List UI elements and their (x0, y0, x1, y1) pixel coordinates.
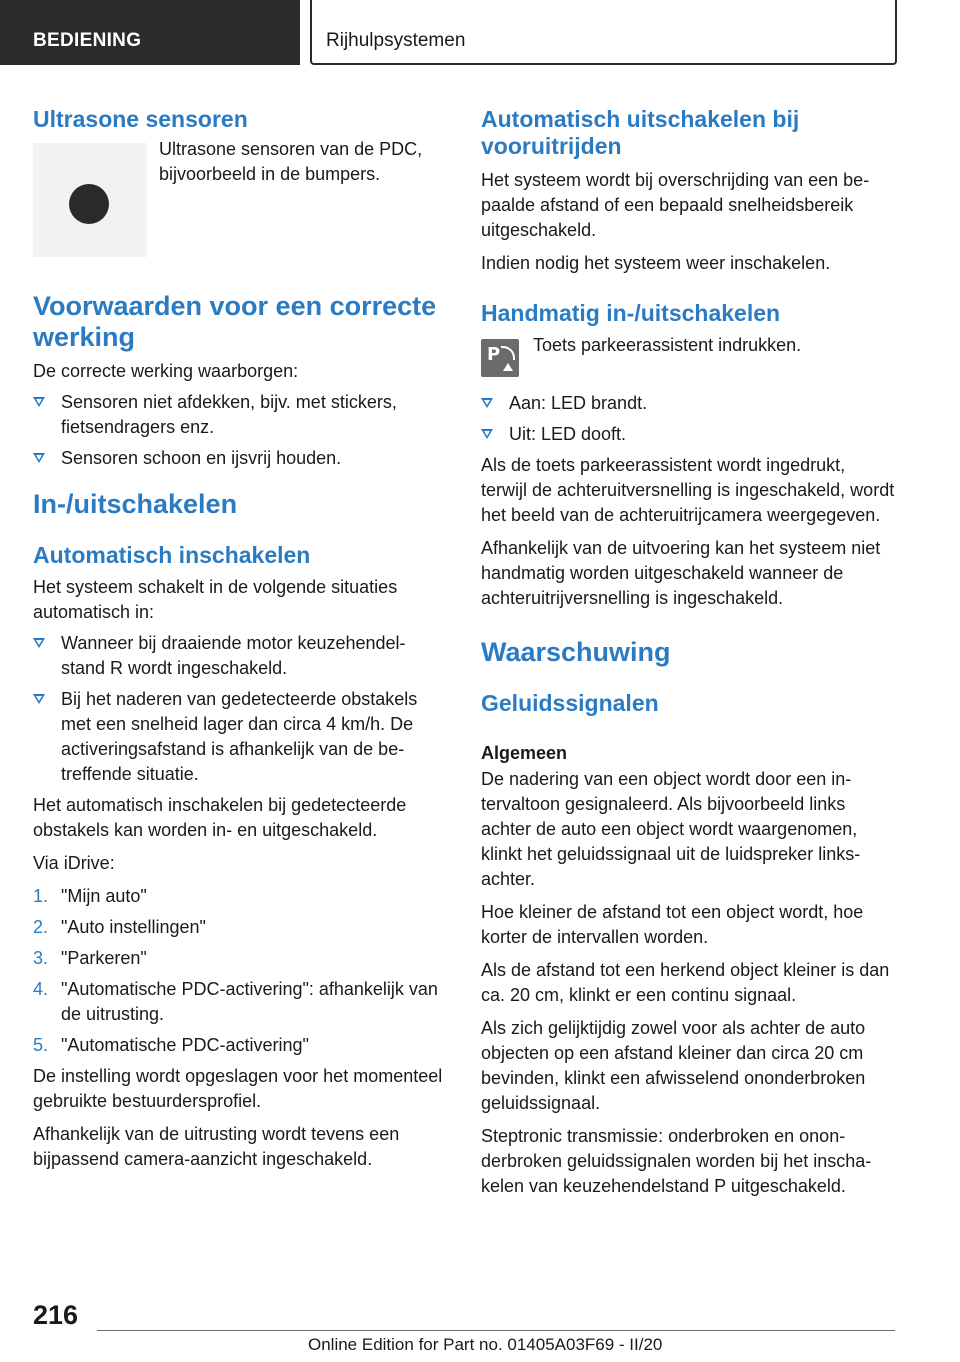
list-item: Wanneer bij draaiende motor keuzehendelstand R wordt ingeschakeld. (33, 631, 443, 681)
sound-heading: Geluidssignalen (481, 690, 659, 716)
list-item: Bij het naderen van gedetecteerde obstakels met een snelheid lager dan circa 4 km/h. De activeringsafstand is afhankelijk van de betreffende situatie. (33, 687, 443, 787)
sensor-figure (33, 139, 443, 261)
general-heading: Algemeen (481, 743, 568, 763)
manual-list (481, 391, 896, 447)
onoff-heading: In-/uitschakelen (33, 489, 238, 519)
right-column (481, 100, 896, 1199)
bullet-triangle-icon (33, 453, 45, 463)
list-item: Uit: LED dooft. (481, 422, 896, 447)
warning-heading: Waarschuwing (481, 637, 671, 667)
conditions-list (33, 390, 443, 471)
general-p4: Als zich gelijktijdig zowel voor als achter de auto objecten op een afstand kleiner dan circa 20 cm bevinden, klinkt een afwisselend ononderbroken geluidssignaal. (481, 1018, 866, 1113)
general-p5: Steptronic transmissie: onderbroken en ononderbroken geluidssignalen worden bij het inschakelen van keuzehendelstand P uitgeschakeld. (481, 1126, 872, 1196)
header-chapter-tab (310, 0, 897, 65)
bullet-triangle-icon (33, 694, 45, 704)
auto-on-intro: Het systeem schakelt in de volgende situaties automatisch in: (33, 577, 398, 622)
general-p1: De nadering van een object wordt door een intervaltoon gesignaleerd. Als bijvoorbeeld links achter de auto een object wordt waargenomen, klinkt het geluidssignaal uit de luidspreker linksachter. (481, 769, 861, 889)
sensors-heading: Ultrasone sensoren (33, 106, 248, 132)
auto-on-list (33, 631, 443, 787)
auto-off-heading: Automatisch uitschakelen bij vooruitrijden (481, 106, 800, 159)
conditions-heading: Voorwaarden voor een correcte werking (33, 291, 437, 352)
manual-caption: Toets parkeerassistent indrukken. (533, 335, 802, 355)
general-p2: Hoe kleiner de afstand tot een object wordt, hoe korter de intervallen worden. (481, 902, 864, 947)
footer-edition: Online Edition for Part no. 01405A03F69 - II/20 (308, 1335, 663, 1354)
list-item: Sensoren niet afdekken, bijv. met stickers, fietsendragers enz. (33, 390, 443, 440)
header-section-tab (0, 0, 300, 65)
step-item: 4. "Automatische PDC-activering": afhankelijk van de uitrusting. (33, 979, 438, 1024)
auto-on-heading: Automatisch inschakelen (33, 542, 311, 568)
bullet-triangle-icon (481, 398, 493, 408)
pdc-button-figure (481, 335, 896, 391)
manual-note2: Afhankelijk van de uitvoering kan het systeem niet handmatig worden uitgeschakeld wanneer de achteruitrijversnelling is ingeschakeld. (481, 538, 881, 608)
park-assist-button-icon: P (481, 339, 519, 377)
setting-saved-text: De instelling wordt opgeslagen voor het momenteel gebruikte bestuurdersprofiel. (33, 1066, 443, 1111)
list-item: Aan: LED brandt. (481, 391, 896, 416)
bullet-triangle-icon (33, 397, 45, 407)
manual-heading: Handmatig in-/uitschakelen (481, 300, 781, 326)
bullet-triangle-icon (481, 429, 493, 439)
manual-note1: Als de toets parkeerassistent wordt ingedrukt, terwijl de achteruitversnelling is ingeschakeld, wordt het beeld van de achteruitrijcamera weergegeven. (481, 455, 895, 525)
step-item: 1. "Mijn auto" (33, 886, 147, 906)
auto-off-text: Het systeem wordt bij overschrijding van een bepaalde afstand of een bepaald snelheidsbereik uitgeschakeld. (481, 170, 870, 240)
list-item: Sensoren schoon en ijsvrij houden. (33, 446, 443, 471)
step-item: 5. "Automatische PDC-activering" (33, 1035, 309, 1055)
bullet-triangle-icon (33, 638, 45, 648)
conditions-intro: De correcte werking waarborgen: (33, 361, 299, 381)
sensors-caption: Ultrasone sensoren van de PDC, bijvoorbeeld in de bumpers. (159, 139, 423, 184)
camera-note-text: Afhankelijk van de uitrusting wordt tevens een bijpassend camera-aanzicht ingeschakeld. (33, 1124, 400, 1169)
sensor-dot-icon (69, 184, 109, 224)
step-item: 2. "Auto instellingen" (33, 917, 206, 937)
header-chapter-label: Rijhulpsystemen (326, 30, 466, 51)
footer-divider (97, 1330, 895, 1331)
auto-off-text2: Indien nodig het systeem weer inschakelen. (481, 253, 831, 273)
ultrasonic-sensor-image (33, 143, 147, 257)
left-column (33, 100, 443, 1172)
page-number: 216 (33, 1300, 79, 1330)
idrive-steps (33, 884, 443, 1058)
auto-on-note: Het automatisch inschakelen bij gedetecteerde obstakels kan worden in- en uitgeschakeld. (33, 795, 407, 840)
idrive-intro: Via iDrive: (33, 853, 115, 873)
step-item: 3. "Parkeren" (33, 948, 147, 968)
header-section-label: BEDIENING (33, 30, 142, 51)
general-p3: Als de afstand tot een herkend object kleiner is dan ca. 20 cm, klinkt er een continu signaal. (481, 960, 890, 1005)
